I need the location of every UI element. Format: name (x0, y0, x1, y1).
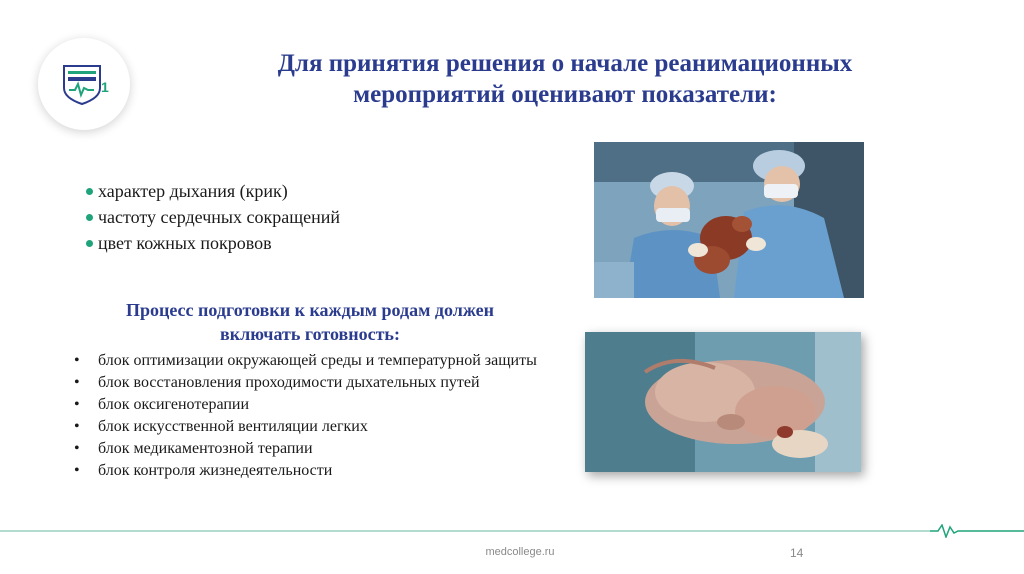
slide-title (180, 48, 950, 110)
list-item: • блок оптимизации окружающей среды и температурной защиты (74, 352, 537, 369)
list-item: • блок контроля жизнедеятельности (74, 462, 333, 479)
bullet-dot-icon (86, 214, 93, 221)
svg-text:1: 1 (101, 79, 109, 95)
list-item: характер дыхания (крик) (86, 178, 340, 204)
college-logo (38, 38, 130, 130)
footer-pulse-line (0, 524, 1024, 538)
readiness-heading (70, 298, 550, 346)
bullet-dot-icon (86, 188, 93, 195)
slide-title-line-1: Для принятия решения о начале реанимационных (277, 50, 853, 77)
readiness-heading-line-1: Процесс подготовки к каждым родам должен (125, 300, 495, 320)
bullet-dot-icon (86, 240, 93, 247)
newborn-closeup-photo (585, 332, 861, 472)
list-item: частоту сердечных сокращений (86, 204, 340, 230)
indicators-list (86, 178, 340, 256)
readiness-list (74, 350, 574, 482)
slide-title-line-2: мероприятий оценивают показатели: (353, 81, 777, 108)
readiness-heading-line-2: включать готовность: (220, 324, 400, 344)
page-number: 14 (790, 546, 804, 560)
list-item: • блок медикаментозной терапии (74, 440, 313, 457)
delivery-room-photo (594, 142, 864, 298)
college-emblem-icon (60, 62, 110, 106)
list-item: • блок оксигенотерапии (74, 396, 250, 413)
list-item: цвет кожных покровов (86, 230, 340, 256)
footer-website: medcollege.ru (485, 546, 555, 558)
list-item: • блок восстановления проходимости дыхательных путей (74, 374, 480, 391)
list-item: • блок искусственной вентиляции легких (74, 418, 368, 435)
